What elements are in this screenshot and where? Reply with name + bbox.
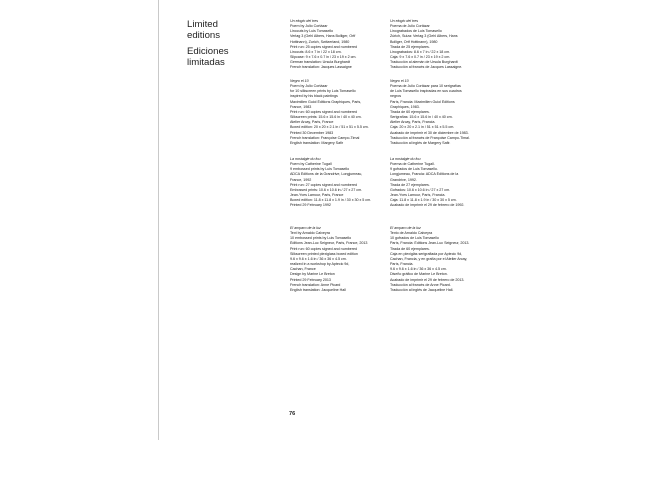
edition-detail-line: Embossed prints: 10.6 x 10.6 in / 27 x 27 cm. [290,187,363,192]
edition-detail-line: France, 1992 [290,177,312,182]
edition-detail-line: Diseño gráfico de Marine Le Breton. [390,272,448,277]
edition-detail-line: Boxed edition: 11.8 x 11.8 x 1.9 in / 30 x 30 x 5 cm. [290,198,372,203]
edition-detail-line: realized in a workshop by Aptecic 9d, [290,262,350,267]
edition-detail-line: Poem by Julio Cortázar [290,24,328,29]
edition-detail-line: Serigrafías: 15.6 x 15.6 in / 40 x 40 cm. [390,115,453,120]
edition-detail-line: 9.6 x 9.6 x 1.6 in / 36 x 36 x 4.5 cm. [390,267,447,272]
edition-detail-line: Traducción al alemán de Ursula Burghardt [390,60,458,65]
edition-entry [290,226,394,293]
edition-detail-line: Silkscreen printed plexiglass boxed edition [290,251,358,256]
edition-detail-line: Poema de Julio Cortázar para 10 serigrafías [390,84,461,89]
edition-detail-line: Tirada de 60 ejemplares. [390,109,430,114]
edition-detail-line: 10 gofrados de Luis Tomasello [390,236,439,241]
edition-detail-line: Poem by Julio Cortázar [290,84,328,89]
edition-entry [290,157,394,209]
edition-detail-line: Tirada de 25 ejemplares. [390,44,430,49]
edition-detail-line: English translation: Jacqueline Hall [290,287,346,292]
edition-detail-line: Caja: 9 x 7.6 x 0.7 in / 23 x 19 x 2 cm. [390,55,451,60]
edition-title: El amparo de la luz [290,226,321,230]
edition-detail-line: Print run: 27 copies signed and numbered [290,182,357,187]
edition-detail-line: Éditions Jean-Luc Seigneur, Paris, France, 2013 [290,241,368,246]
edition-detail-line: 9.6 x 9.6 x 1.6 in / 36 x 36 x 4.5 cm. [290,256,347,261]
edition-entry [390,19,494,71]
edition-entry [390,157,494,209]
edition-detail-line: negros [390,94,402,99]
edition-detail-line: Design by Marine Le Breton [290,272,335,277]
edition-detail-line: Linocuts by Luis Tomasello [290,29,334,34]
edition-title: La nostalgie du fou [390,157,421,161]
edition-detail-line: Graphiques, 1983. [390,104,420,109]
edition-detail-line: Printed 29 February 2013 [290,277,331,282]
edition-title: La nostalgie du fou [290,157,321,161]
edition-detail-line: Print run: 60 copies signed and numbered [290,246,357,251]
edition-detail-line: Verlag 3 (Gehl Albers, Hans Bolliger, Ortf [290,34,356,39]
edition-detail-line: German translation: Ursula Burghardt [290,60,350,65]
edition-detail-line: Linograbados de Luis Tomasello [390,29,442,34]
edition-detail-line: Printed 30 December 1983 [290,130,334,135]
edition-detail-line: French translation: Françoise Campo-Timal [290,135,360,140]
heading-english-line: editions [187,30,221,41]
edition-detail-line: Linocuts: 8.6 x 7 in / 22 x 18 cm. [290,49,342,54]
edition-detail-line: Linograbados: 8.6 x 7 in / 22 x 18 cm. [390,49,451,54]
edition-detail-line: Atelier Arcay, París, Francia. [390,120,436,125]
edition-detail-line: 10 embossed prints by Luis Tomasello [290,236,352,241]
heading-english [187,19,282,41]
edition-detail-line: Text by Arnaldo Calveyra [290,231,330,236]
edition-title: El amparo de la luz [390,226,421,230]
heading-spanish [187,46,282,68]
edition-title: Un elogio del tres [290,19,319,23]
edition-detail-line: French translation: Anne Picard [290,282,341,287]
edition-detail-line: 9 gofrados de Luis Tomasello. [390,167,438,172]
edition-detail-line: Longjumeau, Francia: ADCA Éditions de la [390,172,459,177]
edition-entry [290,79,394,146]
edition-detail-line: Tirada de 60 ejemplares. [390,246,430,251]
edition-detail-line: Acabado de imprimir el 29 de febrero de 2013. [390,277,465,282]
edition-detail-line: Boxed edition: 20 x 20 x 2.1 in / 51 x 51 x 5.5 cm. [290,125,369,130]
edition-detail-line: Grandrive, 1992. [390,177,417,182]
edition-detail-line: Poema de Julio Cortázar [390,24,430,29]
edition-detail-line: Silkscreen prints: 15.6 x 15.6 in / 40 x 40 cm. [290,115,362,120]
edition-entry [290,19,394,71]
edition-detail-line: Caja: 11.8 x 11.8 x 1.9 in / 30 x 30 x 5 cm. [390,198,457,203]
edition-detail-line: Atelier Arcay, Paris, France [290,120,334,125]
edition-detail-line: París, Francia: Maximilien Guiol Éditions [390,99,455,104]
edition-detail-line: Slipcase: 9 x 7.6 x 0.7 in / 23 x 19 x 2 cm. [290,55,357,60]
heading-english-line: Limited [187,19,218,30]
edition-detail-line: Traducción al francés de Françoise Campo-Timal. [390,135,470,140]
edition-detail-line: Printed 29 February 1992 [290,203,331,208]
edition-detail-line: Print run: 25 copies signed and numbered [290,44,357,49]
page-number: 76 [289,411,296,417]
edition-detail-line: Jean-Yves Lamour, París, Francia. [390,193,446,198]
heading-spanish-line: Ediciones [187,46,229,57]
edition-entry [390,79,494,146]
edition-detail-line: Hottinann), Zurich, Switzerland, 1980 [290,39,350,44]
edition-detail-line: ADCA Éditions de la Grandrive, Longjumeau, [290,172,363,177]
edition-detail-line: for 10 silkscreen prints by Luis Tomasello [290,89,356,94]
edition-detail-line: French translation: Jacques Lassaigne [290,65,352,70]
edition-detail-line: Zúrich, Suiza: Verlag 3 (Gehl Albers, Hans [390,34,458,39]
edition-detail-line: París, Francia: Éditions Jean-Luc Seigneur, 2013. [390,241,470,246]
edition-detail-line: 9 embossed prints by Luis Tomasello [290,167,350,172]
edition-detail-line: Maximilien Guiol Éditions Graphiques, Paris, [290,99,362,104]
edition-detail-line: Traducción al francés de Anne Picard. [390,282,451,287]
edition-entry [390,226,494,293]
edition-detail-line: Texto de Arnaldo Calveyra [390,231,433,236]
edition-detail-line: Tirada de 27 ejemplares. [390,182,430,187]
edition-detail-line: Traducción al inglés de Jacqueline Hall. [390,287,454,292]
edition-detail-line: inspired by his black paintings [290,94,338,99]
edition-detail-line: Bolliger, Ortf Hottinann), 1980 [390,39,438,44]
edition-title: Negro el 10 [290,79,309,83]
edition-detail-line: de Luis Tomasello inspiradas en sus cuadros [390,89,462,94]
edition-detail-line: Gofrados: 10.6 x 10.6 in / 27 x 27 cm. [390,187,451,192]
edition-detail-line: Acabado de imprimir el 30 de diciembre de 1983. [390,130,469,135]
edition-detail-line: Traducción al francés de Jacques Lassaigne. [390,65,463,70]
edition-detail-line: París, Francia. [390,262,414,267]
edition-detail-line: English translation: Margery Safir [290,140,344,145]
edition-detail-line: Jean-Yves Lamour, Paris, France [290,193,344,198]
edition-detail-line: Print run: 60 copies signed and numbered [290,109,357,114]
edition-detail-line: France, 1983 [290,104,312,109]
edition-detail-line: Caja: 20 x 20 x 2.1 in / 51 x 51 x 5.5 cm. [390,125,455,130]
edition-title: Un elogio del tres [390,19,419,23]
page-gutter-line [158,0,159,440]
heading-spanish-line: limitadas [187,57,225,68]
edition-detail-line: Cachan, France [290,267,316,272]
edition-title: Negro el 10 [390,79,409,83]
edition-detail-line: Cachan, Francia, y en grafía por el Atelier Arcay, [390,256,468,261]
edition-detail-line: Caja en plexiglás serigrafiada por Aptecic 9d, [390,251,463,256]
edition-detail-line: Traducción al inglés de Margery Safir. [390,140,451,145]
edition-detail-line: Acabado de imprimir el 29 de febrero de 1992. [390,203,465,208]
edition-detail-line: Poem by Catherine Tugall [290,162,332,167]
edition-detail-line: Poema de Catherine Tugall. [390,162,435,167]
